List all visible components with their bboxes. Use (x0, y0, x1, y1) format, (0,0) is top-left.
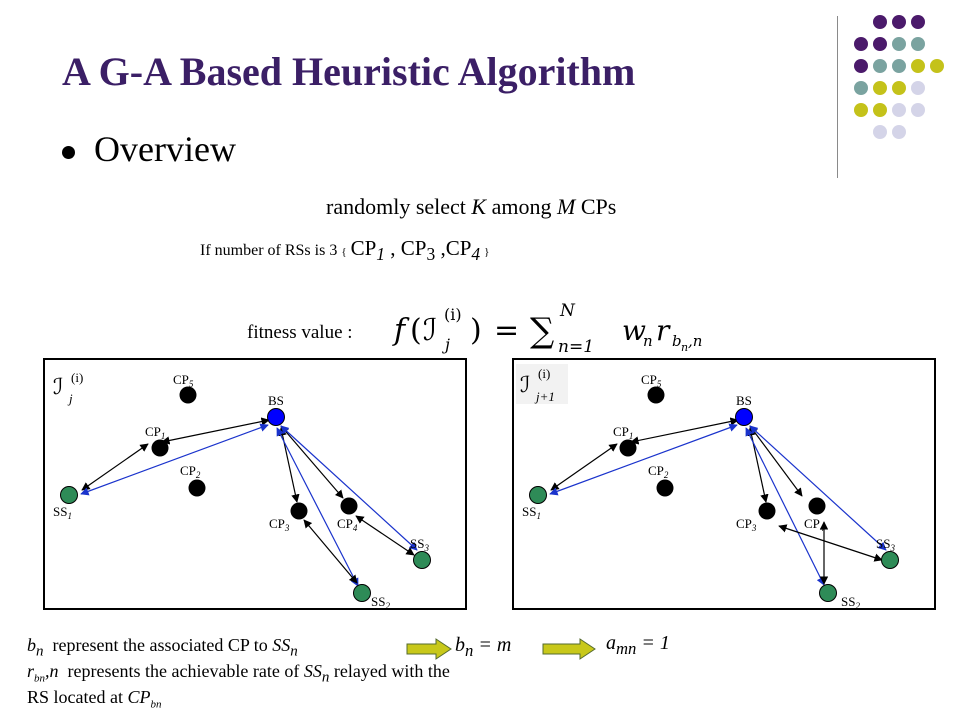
set-symbol-left: ℐ (53, 375, 64, 400)
link-bs-ss1 (550, 425, 737, 494)
label-cp2: $CP_2$ (648, 463, 669, 480)
decor-dot-grid (850, 12, 950, 158)
link-bs-ss3 (750, 426, 886, 550)
link-bs-cp4 (750, 426, 802, 496)
def-bn-text: represent the associated CP to (43, 635, 273, 655)
decor-dot (911, 81, 925, 95)
fitness-formula (390, 298, 750, 356)
bullet-icon (62, 146, 75, 159)
amn-eq-sub: mn (616, 639, 637, 658)
node-cp2 (657, 480, 674, 497)
bn-eq-rest: = m (473, 634, 512, 656)
amn-eq-a: a (606, 632, 616, 654)
def-bn-ss-sub: n (290, 643, 298, 660)
rs-cp-a (350, 236, 386, 265)
def-r-tail: ,n (45, 661, 59, 681)
select-text-post: CPs (575, 194, 617, 219)
def-bn-sub: n (36, 643, 44, 660)
formula-r-sub-tail: ,n (688, 332, 703, 350)
bn-equals-m (455, 634, 511, 661)
link-cp3-ss3 (779, 526, 882, 560)
label-cp5: $CP_5$ (173, 372, 194, 389)
rs-brace-close: } (484, 246, 490, 258)
formula-w-sub: n (643, 332, 653, 350)
decor-dot (854, 103, 868, 117)
definition-bn (27, 632, 450, 658)
rs-cp-b-sub: 3 (426, 244, 436, 265)
link-ss1-cp1 (82, 444, 148, 490)
label-cp3: $CP_3$ (736, 516, 757, 533)
label-cp4: $CP_4$ (804, 516, 825, 533)
decor-dot (873, 81, 887, 95)
slide-title: A G-A Based Heuristic Algorithm (62, 49, 636, 94)
node-cp5 (180, 387, 197, 404)
formula-sum-top: N (560, 301, 575, 321)
decor-dot (911, 15, 925, 29)
node-cp4 (341, 498, 358, 515)
formula-sum-bottom: n=1 (558, 337, 595, 356)
definition-rbn (27, 658, 450, 684)
rs-cp-b (400, 236, 436, 265)
rs-statement (200, 236, 489, 265)
rs-sep2: , (435, 236, 446, 260)
formula-paren-close: ) (470, 313, 482, 348)
right-arrow-icon (406, 638, 452, 660)
decor-dot (873, 103, 887, 117)
set-symbol-right: ℐ (520, 373, 531, 398)
decor-dot (930, 59, 944, 73)
rs-cp-b-text: CP (400, 236, 427, 260)
link-bs-ss3 (281, 426, 417, 550)
label-ss3: $SS_3$ (410, 536, 429, 553)
def-bn-b: b (27, 635, 36, 655)
label-bs: BS (736, 393, 752, 408)
set-sub-left: j (69, 391, 73, 406)
bullet-overview: Overview (94, 129, 236, 169)
node-bs (736, 409, 753, 426)
set-sup-right: (i) (538, 366, 551, 381)
label-ss2: $SS_2$ (841, 594, 860, 611)
label-cp4: $CP_4$ (337, 516, 358, 533)
link-cp4-ss3 (356, 516, 414, 555)
def-r-sub: bn (34, 672, 46, 685)
set-sub-right: j+1 (536, 389, 555, 404)
link-bs-cp4 (281, 426, 343, 498)
def-bn-ss: SS (272, 635, 291, 655)
formula-set-symbol: ℐ (423, 313, 438, 348)
fitness-label: fitness value : (247, 322, 353, 343)
decor-dot (911, 103, 925, 117)
rs-sep1: , (385, 236, 401, 260)
def-r-ss: SS (303, 661, 322, 681)
label-ss2: $SS_2$ (371, 594, 390, 611)
formula-paren-open: ( (410, 313, 422, 348)
decor-dot (873, 59, 887, 73)
decor-dot (854, 37, 868, 51)
def-rs-text: RS located at (27, 687, 128, 707)
decor-dot (892, 125, 906, 139)
label-cp5: $CP_5$ (641, 372, 662, 389)
node-cp1 (620, 440, 637, 457)
bn-eq-b: b (455, 634, 465, 656)
label-bs: BS (268, 393, 284, 408)
amn-equals-1 (606, 632, 670, 659)
label-cp2: $CP_2$ (180, 463, 201, 480)
node-ss2 (820, 585, 837, 602)
decor-dot (911, 59, 925, 73)
def-r: r (27, 661, 35, 681)
decor-dot (911, 37, 925, 51)
node-cp3 (759, 503, 776, 520)
node-ss1 (61, 487, 78, 504)
node-ss1 (530, 487, 547, 504)
def-r-text: represents the achievable rate of (58, 661, 304, 681)
def-rs-cp-sub: bn (150, 698, 162, 711)
node-cp1 (152, 440, 169, 457)
decor-dot (892, 103, 906, 117)
label-ss1: $SS_1$ (53, 504, 72, 521)
network-panel-left (43, 358, 467, 610)
formula-r: r (656, 314, 670, 347)
right-arrow-icon (542, 638, 596, 660)
decor-dot (892, 59, 906, 73)
label-ss1: $SS_1$ (522, 504, 541, 521)
node-cp5 (648, 387, 665, 404)
formula-r-sub: b (672, 332, 682, 350)
label-ss3: $SS_3$ (876, 536, 895, 553)
rs-cp-c-sub: 4 (471, 244, 481, 265)
formula-set-sub: j (445, 335, 450, 354)
def-r-text2: relayed with the (329, 661, 450, 681)
select-text-mid: among (486, 194, 557, 219)
select-text-pre: randomly select (326, 194, 472, 219)
bottom-definitions (27, 632, 450, 710)
rs-cp-c-text: CP (445, 236, 472, 260)
select-m: M (556, 194, 576, 219)
def-rs-cp: CP (127, 687, 151, 707)
definition-rs (27, 684, 450, 710)
network-diagram-left (45, 360, 469, 612)
rs-cp-a-text: CP (350, 236, 377, 260)
select-statement (326, 194, 616, 220)
formula-f: f (394, 313, 406, 348)
formula-set-sup: (i) (444, 305, 462, 324)
select-k: K (471, 194, 487, 219)
label-cp1: $CP_1$ (613, 424, 634, 441)
rs-lead: If number of RSs is 3 (200, 242, 338, 259)
node-ss2 (354, 585, 371, 602)
label-cp3: $CP_3$ (269, 516, 290, 533)
decor-dot (873, 125, 887, 139)
label-cp1: $CP_1$ (145, 424, 166, 441)
def-r-ss-sub: n (321, 669, 330, 686)
node-ss3 (414, 552, 431, 569)
decor-dot (892, 37, 906, 51)
amn-eq-rest: = 1 (636, 632, 670, 654)
set-sup-left: (i) (71, 370, 84, 385)
decor-dot (873, 37, 887, 51)
rs-brace-open: { (341, 246, 347, 258)
decor-dot (873, 15, 887, 29)
formula-sum: ∑ (530, 311, 555, 351)
node-bs (268, 409, 285, 426)
rs-cp-c (445, 236, 481, 265)
decor-dot (854, 81, 868, 95)
network-diagram-right (514, 360, 938, 612)
rs-cp-a-sub: 1 (376, 244, 386, 265)
formula-r-sub-sub: n (681, 341, 689, 354)
formula-eq: = (494, 313, 520, 348)
decor-dot (854, 59, 868, 73)
node-cp3 (291, 503, 308, 520)
node-ss3 (882, 552, 899, 569)
bn-eq-sub: n (465, 641, 474, 660)
decor-dot (892, 81, 906, 95)
node-cp4 (809, 498, 826, 515)
network-panel-right (512, 358, 936, 610)
link-ss1-cp1 (551, 444, 617, 490)
decor-dot (892, 15, 906, 29)
node-cp2 (189, 480, 206, 497)
decor-divider (837, 16, 838, 178)
link-bs-ss1 (81, 425, 268, 494)
formula-w: w (622, 314, 646, 347)
